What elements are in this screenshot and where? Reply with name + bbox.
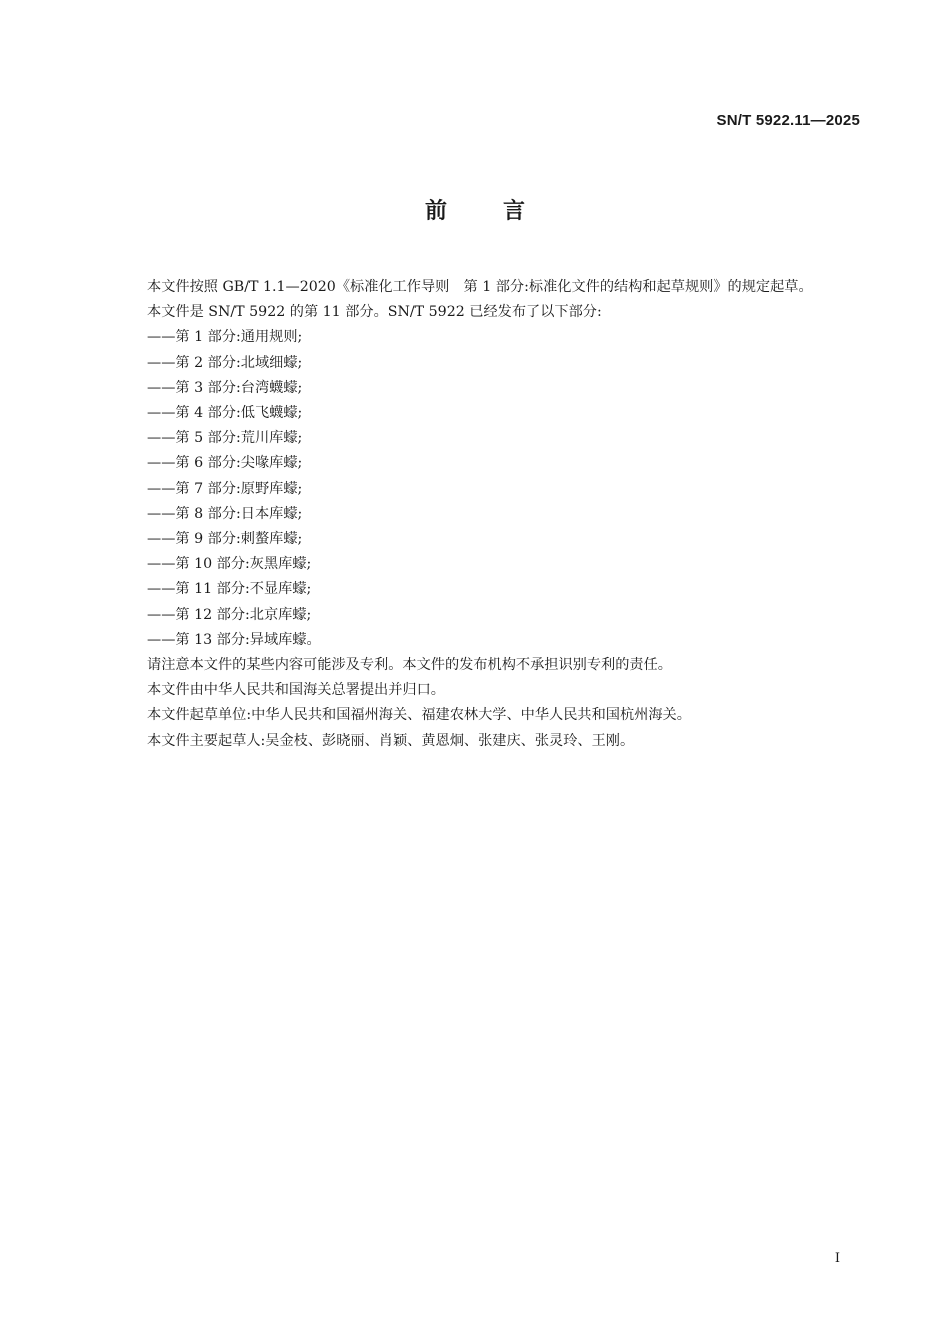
paragraph-patent-notice: 请注意本文件的某些内容可能涉及专利。本文件的发布机构不承担识别专利的责任。 bbox=[147, 657, 672, 674]
list-item: ——第 10 部分:灰黑库蠓; bbox=[147, 556, 312, 573]
list-item: ——第 5 部分:荒川库蠓; bbox=[147, 430, 303, 447]
list-item: ——第 6 部分:尖喙库蠓; bbox=[147, 455, 303, 472]
paragraph-drafting-units: 本文件起草单位:中华人民共和国福州海关、福建农林大学、中华人民共和国杭州海关。 bbox=[147, 707, 691, 724]
list-item: ——第 9 部分:刺螯库蠓; bbox=[147, 531, 303, 548]
list-item: ——第 8 部分:日本库蠓; bbox=[147, 505, 303, 522]
page-number: I bbox=[834, 1251, 840, 1266]
list-item: ——第 1 部分:通用规则; bbox=[147, 329, 303, 346]
list-item: ——第 12 部分:北京库蠓; bbox=[147, 606, 312, 623]
document-code: SN/T 5922.11—2025 bbox=[716, 112, 860, 129]
list-item: ——第 7 部分:原野库蠓; bbox=[147, 480, 303, 497]
list-item: ——第 3 部分:台湾蠛蠓; bbox=[147, 379, 303, 396]
paragraph-series-intro: 本文件是 SN/T 5922 的第 11 部分。SN/T 5922 已经发布了以下部分: bbox=[147, 304, 602, 321]
paragraph-drafters: 本文件主要起草人:吴金枝、彭晓丽、肖颖、黄恩炯、张建庆、张灵玲、王刚。 bbox=[147, 732, 635, 749]
parts-list bbox=[114, 325, 860, 653]
list-item: ——第 13 部分:异域库蠓。 bbox=[147, 631, 321, 648]
list-item: ——第 4 部分:低飞蠛蠓; bbox=[147, 405, 303, 422]
paragraph-drafting-rules: 本文件按照 GB/T 1.1—2020《标准化工作导则 第 1 部分:标准化文件的结构和起草规则》的规定起草。 bbox=[147, 279, 813, 295]
document-body bbox=[114, 275, 860, 754]
paragraph-proposer: 本文件由中华人民共和国海关总署提出并归口。 bbox=[147, 682, 445, 699]
list-item: ——第 11 部分:不显库蠓; bbox=[147, 581, 312, 598]
list-item: ——第 2 部分:北域细蠓; bbox=[147, 354, 303, 371]
page-title: 前言 bbox=[424, 199, 581, 224]
